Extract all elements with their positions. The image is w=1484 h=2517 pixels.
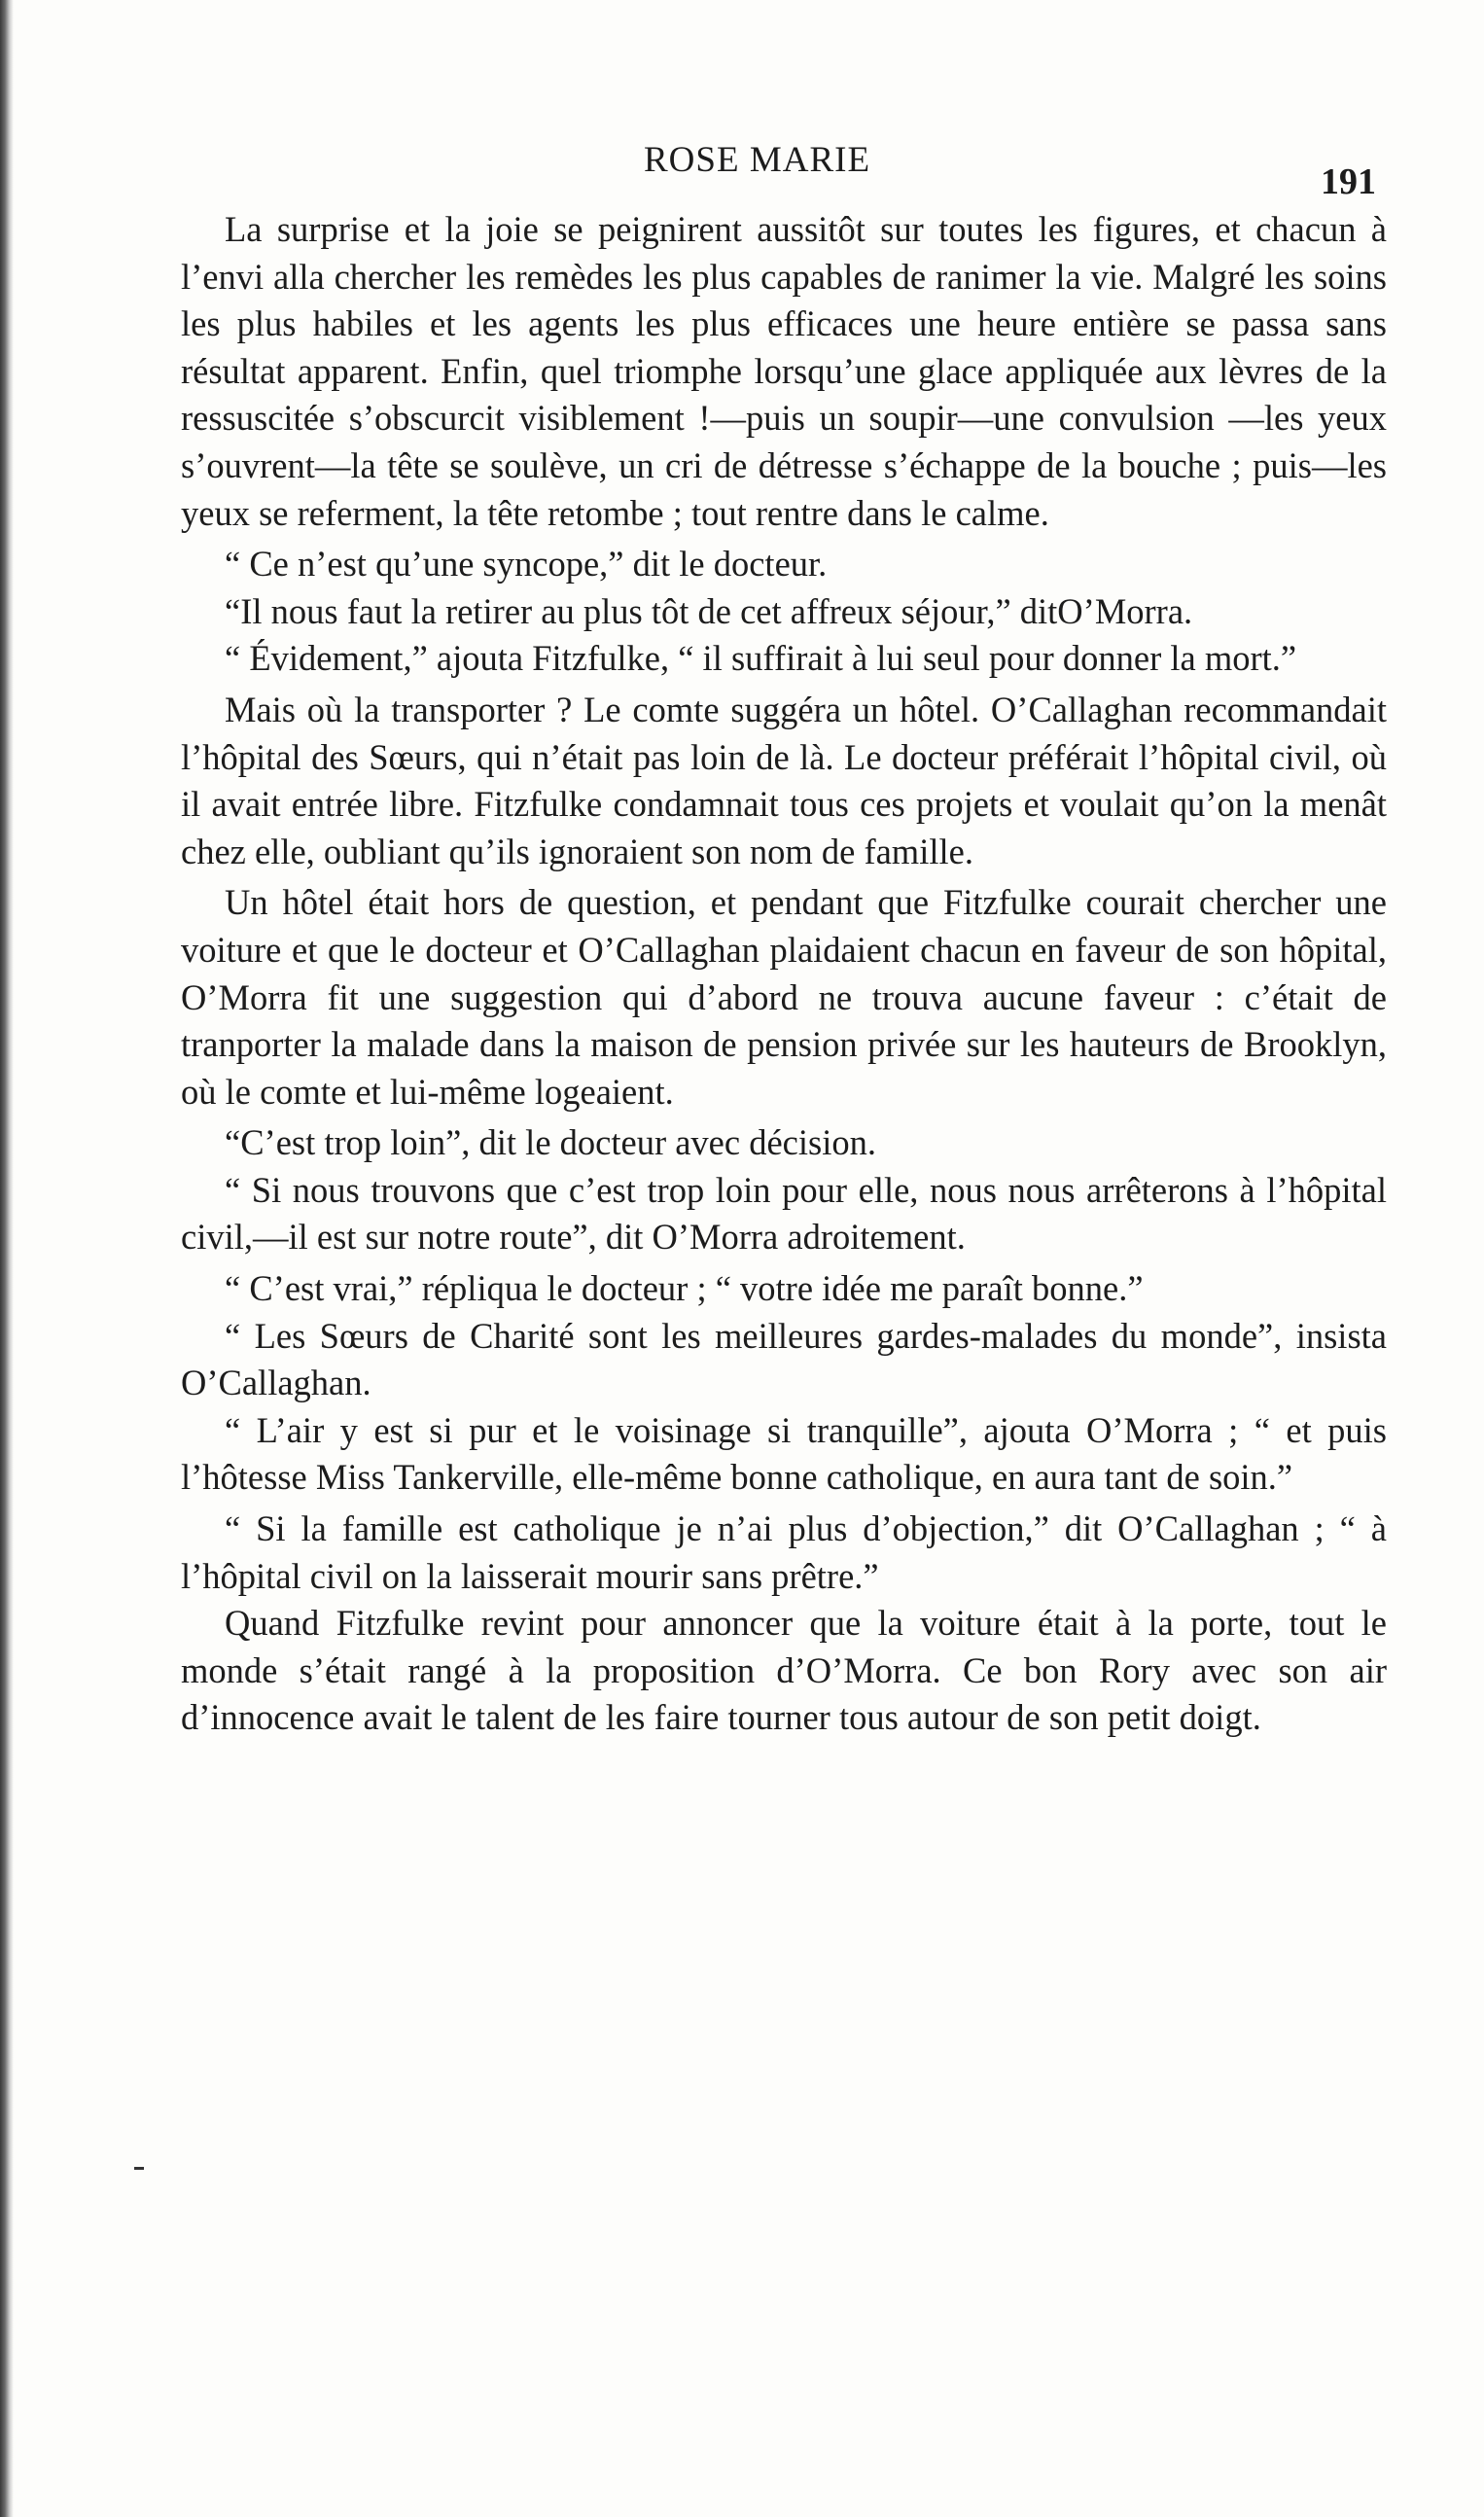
page-binding-edge xyxy=(0,0,14,2517)
paragraph-13: Quand Fitzfulke revint pour annoncer que la voiture était à la porte, tout le monde s’était rangé à la proposition d’O’Morra. Ce bon Rory avec son air d’innocence avait le talent de les faire tourner tous autour de son petit doigt. xyxy=(181,1603,1387,1738)
paragraph-8: “ Si nous trouvons que c’est trop loin pour elle, nous nous arrêterons à l’hôpital civil,—il est sur notre route”, dit O’Morra adroitement. xyxy=(181,1169,1387,1258)
paragraph-9: “ C’est vrai,” répliqua le docteur ; “ votre idée me paraît bonne.” xyxy=(225,1268,1144,1309)
paragraph-2: “ Ce n’est qu’une syncope,” dit le docteur. xyxy=(225,544,828,585)
paragraph-7: “C’est trop loin”, dit le docteur avec décision. xyxy=(225,1122,876,1163)
body-text xyxy=(181,206,1387,1742)
paragraph-5: Mais où la transporter ? Le comte suggéra un hôtel. O’Callaghan recommandait l’hôpital des Sœurs, qui n’était pas loin de là. Le docteur préférait l’hôpital civil, où il avait entrée libre. Fitzfulke condamnait tous ces projets et voulait qu’on la menât chez elle, oubliant qu’ils ignoraient son nom de famille. xyxy=(181,689,1387,871)
paragraph-6: Un hôtel était hors de question, et pendant que Fitzfulke courait chercher une voiture et que le docteur et O’Callaghan plaidaient chacun en faveur de son hôpital, O’Morra fit une suggestion qui d’abord ne trouva aucune faveur : c’était de tranporter la malade dans la maison de pension privée sur les hauteurs de Brooklyn, où le comte et lui-même logeaient. xyxy=(181,882,1387,1112)
paragraph-3: “Il nous faut la retirer au plus tôt de cet affreux séjour,” ditO’Morra. xyxy=(225,590,1193,631)
page-number: 191 xyxy=(1321,161,1376,202)
running-title: ROSE MARIE xyxy=(644,140,871,180)
paragraph-11: “ L’air y est si pur et le voisinage si tranquille”, ajouta O’Morra ; “ et puis l’hôtesse Miss Tankerville, elle-même bonne catholique, en aura tant de soin.” xyxy=(181,1409,1387,1498)
paragraph-1: La surprise et la joie se peignirent aussitôt sur toutes les figures, et chacun à l’envi alla chercher les remèdes les plus capables de ranimer la vie. Malgré les soins les plus habiles et les agents les plus efficaces une heure entière se passa sans résultat apparent. Enfin, quel triomphe lorsqu’une glace appliquée aux lèvres de la ressuscitée s’obscurcit visiblement !—puis un soupir—une convulsion —les yeux s’ouvrent—la tête se soulève, un cri de détresse s’échappe de la bouche ; puis—les yeux se referment, la tête retombe ; tout rentre dans le calme. xyxy=(181,209,1387,533)
paragraph-10: “ Les Sœurs de Charité sont les meilleures gardes-malades du monde”, insista O’Callaghan. xyxy=(181,1315,1387,1403)
paragraph-12: “ Si la famille est catholique je n’ai plus d’objection,” dit O’Callaghan ; “ à l’hôpital civil on la laisserait mourir sans prêtre.” xyxy=(181,1508,1387,1596)
running-header xyxy=(0,136,1484,202)
paragraph-4: “ Évidement,” ajouta Fitzfulke, “ il suffirait à lui seul pour donner la mort.” xyxy=(225,638,1297,679)
margin-ink-mark xyxy=(134,2167,144,2170)
